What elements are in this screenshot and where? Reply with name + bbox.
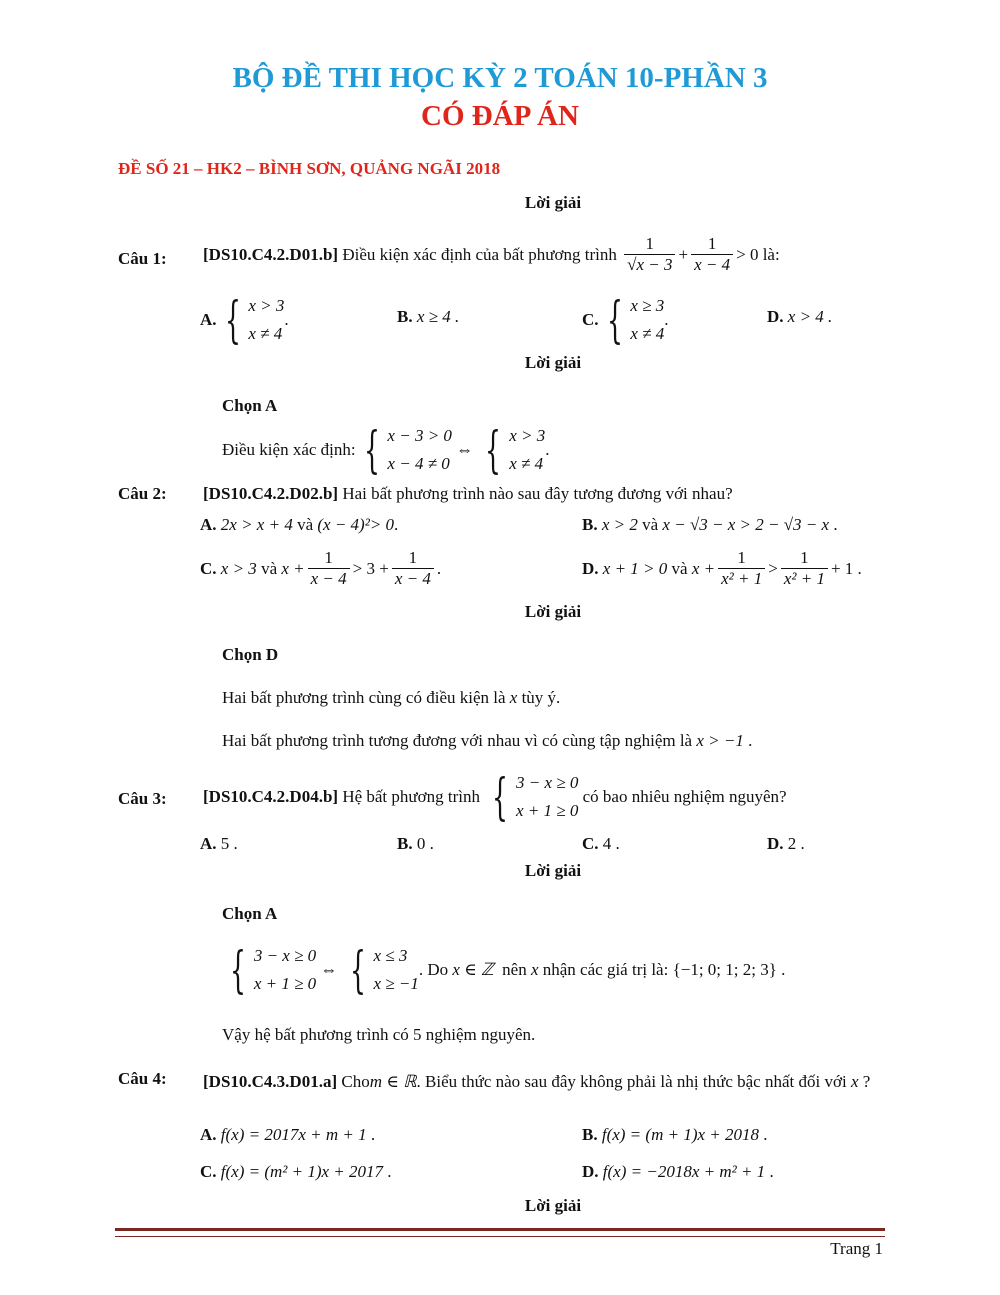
q2-solution-label: Lời giải xyxy=(524,602,582,621)
q3-solution-label: Lời giải xyxy=(524,861,582,880)
q1-solution-label: Lời giải xyxy=(524,353,582,372)
q1-answer: Chọn A xyxy=(222,396,278,415)
q4-solution-label: Lời giải xyxy=(524,1196,582,1215)
q2-option-b[interactable]: B. x > 2 và x − √3 − x > 2 − √3 − x . xyxy=(582,515,838,534)
q3-text: Hệ bất phương trình xyxy=(342,787,480,806)
q3-explanation-2: Vậy hệ bất phương trình có 5 nghiệm nguyên. xyxy=(222,1025,536,1044)
q2-option-c[interactable]: C. x > 3 và x + $\frac{1}{x - 4}$ > 3 + $\frac{1}{x - 4}$ . xyxy=(200,548,442,588)
document-title: BỘ ĐỀ THI HỌC KỲ 2 TOÁN 10-PHẦN 3 xyxy=(232,62,768,94)
q1-option-a[interactable]: A. { x > 3 x ≠ 4 . xyxy=(200,291,289,349)
q4-code: [DS10.C4.3.D01.a] xyxy=(203,1072,338,1091)
q1-fraction-1: $\frac{1}{√x - 3}$ xyxy=(624,234,675,275)
q2-explanation-1: Hai bất phương trình cùng có điều kiện là x tùy ý. xyxy=(222,688,561,707)
q2-label: Câu 2: xyxy=(118,484,167,503)
q3-suffix: có bao nhiêu nghiệm nguyên? xyxy=(582,787,787,806)
q4-option-d[interactable]: D. f(x) = −2018x + m² + 1 . xyxy=(582,1162,774,1181)
q1-option-d[interactable]: D. x > 4 . xyxy=(767,307,833,326)
q1-explanation: Điều kiện xác định: { x − 3 > 0 x − 4 ≠ 0 ⇔ { x > 3 x ≠ 4 . xyxy=(222,421,550,479)
q1-fraction-2: $\frac{1}{x - 4}$ xyxy=(691,234,733,275)
q2-text: Hai bất phương trình nào sau đây tương đương với nhau? xyxy=(342,484,733,503)
document-subtitle: CÓ ĐÁP ÁN xyxy=(421,100,579,132)
q3-option-c[interactable]: C. 4 . xyxy=(582,834,620,853)
q3-code: [DS10.C4.2.D04.b] xyxy=(203,787,339,806)
q2-option-d[interactable]: D. x + 1 > 0 và x + $\frac{1}{\text{x² + 1}}$ > $\frac{1}{\text{x² + 1}}$ + 1 . xyxy=(582,548,862,588)
footer-rule xyxy=(115,1228,885,1237)
q3-option-d[interactable]: D. 2 . xyxy=(767,834,805,853)
q3-answer: Chọn A xyxy=(222,904,278,923)
q1-stem: [DS10.C4.2.D01.b] Điều kiện xác định của bất phương trình $\frac{1}{√x - 3}$ + $\frac{1}{x - 4}$ > 0 là: xyxy=(203,234,780,274)
top-solution-label: Lời giải xyxy=(524,193,582,212)
q3-explanation-1: { 3 − x ≥ 0 x + 1 ≥ 0 ⇔ { x ≤ 3 x ≥ −1 . Do x ∈ ℤ nên x nhận các giá trị là: {−1; 0; 1; 2; 3} . xyxy=(229,941,786,999)
q4-option-a[interactable]: A. f(x) = 2017x + m + 1 . xyxy=(200,1125,376,1144)
q3-label: Câu 3: xyxy=(118,789,167,808)
q1-text: Điều kiện xác định của bất phương trình xyxy=(342,244,617,264)
q2-option-a[interactable]: A. 2x > x + 4 và (x − 4)²> 0. xyxy=(200,515,399,534)
q3-option-a[interactable]: A. 5 . xyxy=(200,834,238,853)
q1-option-c[interactable]: C. { x ≥ 3 x ≠ 4 . xyxy=(582,291,669,349)
q1-code: [DS10.C4.2.D01.b] xyxy=(203,244,339,264)
q4-option-b[interactable]: B. f(x) = (m + 1)x + 2018 . xyxy=(582,1125,768,1144)
page-number: Trang 1 xyxy=(830,1239,883,1258)
q1-label: Câu 1: xyxy=(118,249,167,268)
q1-suffix: là: xyxy=(762,244,780,264)
q2-stem xyxy=(203,484,733,504)
q4-stem: [DS10.C4.3.D01.a] Chom ∈ ℝ. Biểu thức nào sau đây không phải là nhị thức bậc nhất đối với x ? xyxy=(203,1072,871,1091)
q3-stem: [DS10.C4.2.D04.b] Hệ bất phương trình { 3 − x ≥ 0 x + 1 ≥ 0 có bao nhiêu nghiệm nguyên? xyxy=(203,768,787,826)
q4-label: Câu 4: xyxy=(118,1069,167,1088)
q1-option-b[interactable]: B. x ≥ 4 . xyxy=(397,307,460,326)
q2-code: [DS10.C4.2.D02.b] xyxy=(203,484,339,503)
q4-option-c[interactable]: C. f(x) = (m² + 1)x + 2017 . xyxy=(200,1162,392,1181)
q3-option-b[interactable]: B. 0 . xyxy=(397,834,434,853)
exam-heading: ĐỀ SỐ 21 – HK2 – BÌNH SƠN, QUẢNG NGÃI 2018 xyxy=(118,159,501,178)
q2-explanation-2: Hai bất phương trình tương đương với nhau vì có cùng tập nghiệm là x > −1 . xyxy=(222,731,753,750)
q2-answer: Chọn D xyxy=(222,645,279,664)
